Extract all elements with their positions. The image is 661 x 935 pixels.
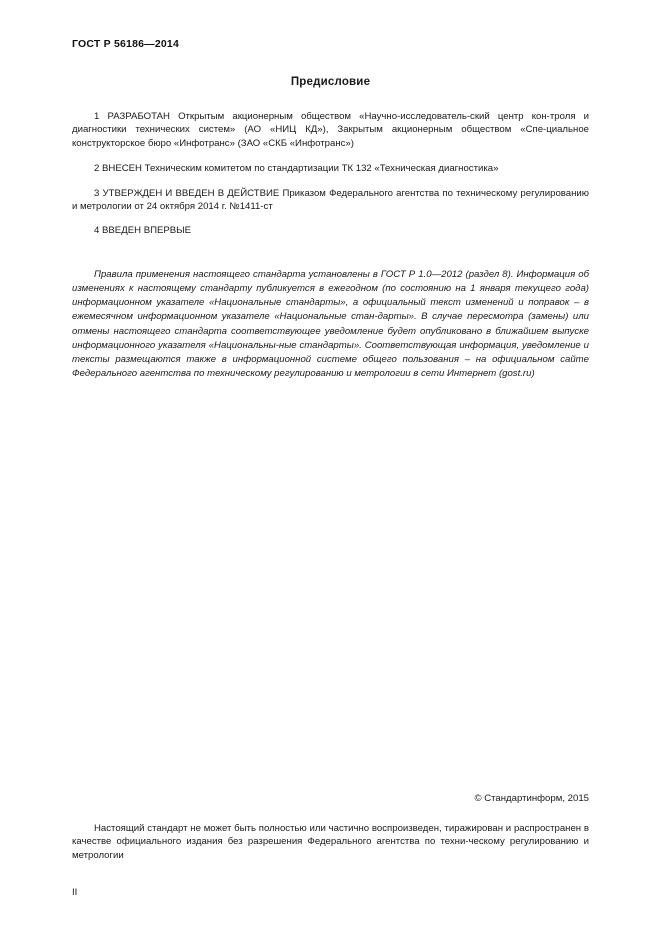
standard-designation: ГОСТ Р 56186—2014 (72, 38, 180, 50)
reproduction-restriction-note: Настоящий стандарт не может быть полностью или частично воспроизведен, тиражирован и распространен в качестве официального издания без разрешения Федерального агентства по техни-ческому регулированию и метрологии (72, 823, 589, 861)
paragraph-introduced-first-time: 4 ВВЕДЕН ВПЕРВЫЕ (94, 225, 192, 237)
paragraph-submitted-by: 2 ВНЕСЕН Техническим комитетом по стандартизации ТК 132 «Техническая диагностика» (94, 163, 499, 175)
page-title: Предисловие (290, 76, 371, 88)
paragraph-developed-by: 1 РАЗРАБОТАН Открытым акционерным обществом «Научно-исследователь-ский центр кон-троля и диагностики технических систем» (АО «НИЦ КД»), Закрытым акционерным обществом «Спе-циальное конструкторское бюро «Инфотранс» (ЗАО «СКБ «Инфотранс») (72, 111, 589, 149)
copyright-line: © Стандартинформ, 2015 (474, 793, 589, 804)
paragraph-approved-by: 3 УТВЕРЖДЕН И ВВЕДЕН В ДЕЙСТВИЕ Приказом Федерального агентства по техническому регулированию и метрологии от 24 октября 2014 г. №1411-ст (72, 187, 589, 213)
application-rules-block (72, 268, 589, 382)
page-number: II (72, 887, 78, 898)
application-rules-note: Правила применения настоящего стандарта установлены в ГОСТ Р 1.0—2012 (раздел 8). Информация об изменениях к настоящему стандарту публикуется в ежегодном (по состоянию на 1 января текущего года) информационном указателе «Национальные стандарты», а официальный текст изменений и поправок – в ежемесячном информационном указателе «Национальные стан-дарты». В случае пересмотра (замены) или отмены настоящего стандарта соответствующее уведомление будет опубликовано в ближайшем выпуске информационного указателя «Национальны-ные стандарты». Соответствующая информация, уведомление и тексты размещаются также в информационной системе общего пользования – на официальном сайте Федерального агентства по техническому регулированию и метрологии в сети Интернет (gost.ru) (72, 268, 589, 380)
